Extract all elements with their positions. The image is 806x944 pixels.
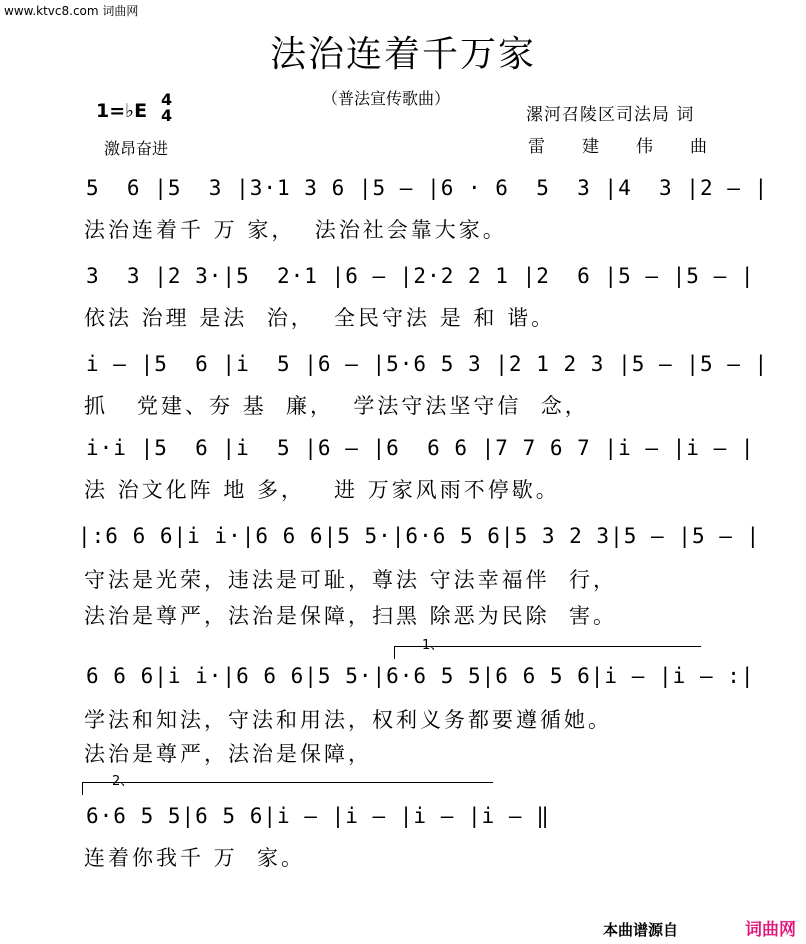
notation-line-5: |:6 6 6|i i·|6 6 6|5 5·|6·6 5 6|5 3 2 3|5 – |5 – | [78,524,761,548]
notation-line-3: i – |5 6 |i 5 |6 – |5·6 5 3 |2 1 2 3 |5 – |5 – | [86,352,769,376]
volta-label-2: 2、 [112,774,134,789]
tempo-marking: 激昂奋进 [104,139,169,158]
notation-line-2: 3 3 |2 3·|5 2·1 |6 – |2·2 2 1 |2 6 |5 – |5 – | [86,264,755,288]
song-title: 法治连着千万家 [269,34,536,75]
volta-bracket-2 [82,782,493,795]
site-watermark: www.ktvc8.com 词曲网 [4,4,139,18]
lyric-line-1: 法治连着千 万 家， 法治社会靠大家。 [84,218,507,242]
notation-line-4: i·i |5 6 |i 5 |6 – |6 6 6 |7 7 6 7 |i – |i – | [86,436,755,460]
notation-line-7: 6·6 5 5|6 5 6|i – |i – |i – |i – ‖ [86,804,550,828]
lyric-line-6b: 法治是尊严，法治是保障， [84,742,372,766]
lyric-line-5b: 法治是尊严，法治是保障，扫黑 除恶为民除 害。 [84,604,618,628]
lyric-line-7: 连着你我千 万 家。 [84,846,306,870]
lyric-line-5a: 守法是光荣，违法是可耻，尊法 守法幸福伴 行， [84,568,618,592]
time-signature-bottom: 4 [161,106,173,125]
notation-line-1: 5 6 |5 3 |3·1 3 6 |5 – |6 · 6 5 3 |4 3 |2 – | [86,176,769,200]
lyric-line-6a: 学法和知法，守法和用法，权利义务都要遵循她。 [84,708,612,732]
lyric-line-3: 抓 党建、夯 基 廉， 学法守法坚守信 念， [84,394,589,418]
key-signature: 1=♭E [96,100,148,122]
time-signature [161,92,172,124]
volta-label-1: 1、 [422,638,444,653]
site-logo[interactable]: 词曲网 [745,920,796,940]
lyricist-credit: 漯河召陵区司法局 词 [526,105,695,125]
composer-credit: 雷建伟曲 [528,137,744,157]
song-subtitle: （普法宣传歌曲） [322,89,451,108]
notation-line-6: 6 6 6|i i·|6 6 6|5 5·|6·6 5 5|6 6 5 6|i – |i – :| [86,664,755,688]
lyric-line-4: 法 治文化阵 地 多， 进 万家风雨不停歇。 [84,478,560,502]
time-signature-top: 4 [161,90,173,109]
source-label: 本曲谱源自 [602,921,678,939]
lyric-line-2: 依法 治理 是法 治， 全民守法 是 和 谐。 [84,306,556,330]
